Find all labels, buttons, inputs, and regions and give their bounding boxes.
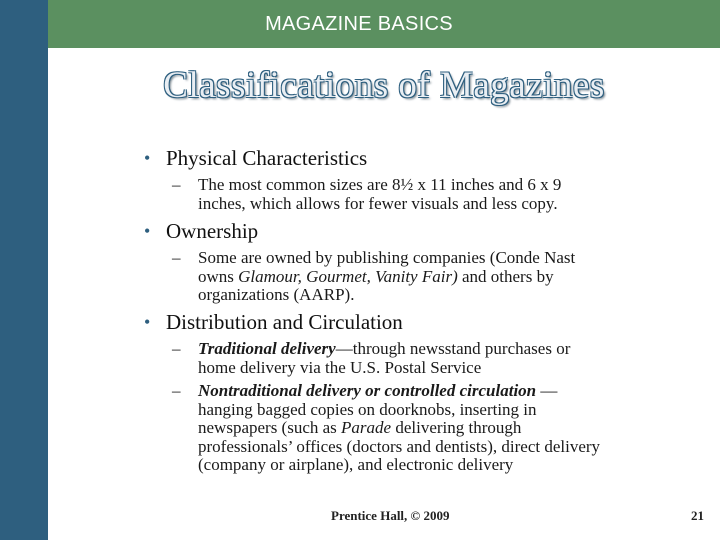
bullet-distribution-circulation xyxy=(144,310,403,334)
bullet-ownership xyxy=(144,219,259,243)
slide-title: Classifications of Magazines xyxy=(163,65,605,106)
sub-item-sizes xyxy=(172,175,562,213)
sub-line: The most common sizes are 8½ x 11 inches and 6 x 9 xyxy=(198,175,562,194)
footer-credit: Prentice Hall, © 2009 xyxy=(331,508,450,523)
magazine-titles: Glamour, Gourmet, Vanity Fair) xyxy=(238,266,458,286)
sub-text: owns xyxy=(198,266,239,286)
section-banner-text: MAGAZINE BASICS xyxy=(265,12,453,35)
sub-line: hanging bagged copies on doorknobs, inserting in xyxy=(198,399,537,419)
sub-item-traditional xyxy=(172,339,571,377)
sub-line: Some are owned by publishing companies (Conde Nast xyxy=(198,248,576,267)
sub-line xyxy=(198,340,570,359)
term-traditional-delivery: Traditional delivery xyxy=(198,339,336,358)
sub-line xyxy=(198,268,575,287)
sub-line: professionals’ offices (doctors and dentists), direct delivery xyxy=(198,436,601,456)
sub-text: —through newsstand purchases or xyxy=(335,339,571,358)
sub-line: organizations (AARP). xyxy=(198,285,355,304)
sub-text: newspapers (such as xyxy=(198,418,342,437)
sub-text: and others by xyxy=(457,266,554,286)
sub-text: delivering through xyxy=(391,418,522,437)
bullet-dot-icon: • xyxy=(144,312,151,332)
bullet-label: Physical Characteristics xyxy=(166,146,368,170)
sub-text: — xyxy=(536,381,558,400)
sub-line: (company or airplane), and electronic delivery xyxy=(198,455,514,474)
slide-number: 21 xyxy=(691,508,704,523)
magazine-title-parade: Parade xyxy=(341,418,392,437)
sub-item-owners xyxy=(172,248,576,305)
bullet-dot-icon: • xyxy=(144,148,151,168)
sub-line xyxy=(198,419,600,438)
dash-marker: – xyxy=(172,381,181,400)
bullet-dot-icon: • xyxy=(144,221,151,241)
dash-marker: – xyxy=(172,339,181,358)
sub-line: inches, which allows for fewer visuals and less copy. xyxy=(198,193,558,213)
term-nontraditional-delivery: Nontraditional delivery or controlled circulation xyxy=(198,381,537,400)
bullet-label: Distribution and Circulation xyxy=(166,310,403,334)
sub-item-nontraditional xyxy=(172,381,601,475)
bullet-label: Ownership xyxy=(166,219,259,243)
bullet-physical-characteristics xyxy=(144,146,368,170)
sub-line xyxy=(198,382,600,401)
dash-marker: – xyxy=(172,175,181,194)
dash-marker: – xyxy=(172,248,181,267)
sub-line: home delivery via the U.S. Postal Service xyxy=(198,357,482,377)
